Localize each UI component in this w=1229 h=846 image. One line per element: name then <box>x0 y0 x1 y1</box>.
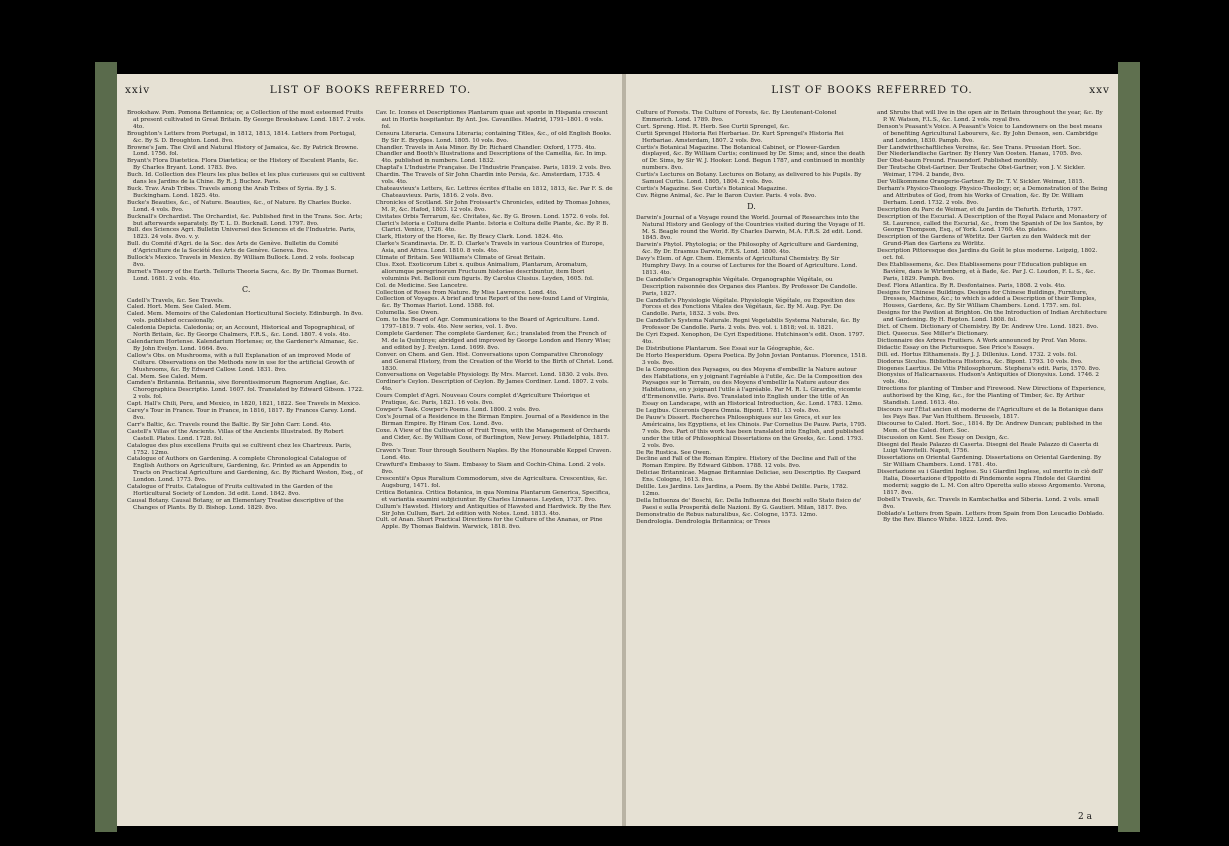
bibliography-entry: Col. de Medicine. See Lancetre. <box>375 282 468 289</box>
bibliography-entry: Darwin's Journal of a Voyage round the World. Journal of Researches into the Natural History and Geology of the Countries visited during the Voyage of H. M. S. Beagle round the World. By Charles Darwin, M.A. F.R.S. 2d edit. Lond. 1845. 8vo. <box>636 214 865 242</box>
bibliography-entry: Bryant's Flora Diætetica. Flora Diætetica; or the History of Esculent Plants, &c. By Charles Bryant. Lond. 1783. 8vo. <box>127 158 359 172</box>
bibliography-entry: Davy's Elem. of Agr. Chem. Elements of Agricultural Chemistry. By Sir Humphry Davy. In a course of Lectures for the Board of Agriculture. Lond. 1813. 4to. <box>636 256 858 276</box>
bibliography-entry: Description du Parc de Weimar, et du Jardin de Tiefurth. Erfurth, 1797. <box>877 206 1083 213</box>
book-cover-left <box>95 62 117 832</box>
running-title: LIST OF BOOKS REFERRED TO. <box>771 84 973 96</box>
bibliography-entry: Camden's Britannia. Britannia, sive florentissimorum Regnorum Angliae, &c. Chorographica Descriptio. Lond. 1607. fol. Translated by Edward Gibson. 1722. 2 vols. fol. <box>127 380 364 401</box>
bibliography-entry: Catalogue of Authors on Gardening. A complete Chronological Catalogue of English Authors on Agriculture, Gardening, &c. Printed as an Appendix to Tracts on Practical Agriculture and Gardening, &c. By Richard Weston, Esq., of London. Lond. 1773. 8vo. <box>127 456 363 484</box>
bibliography-entry: Civitates Orbis Terrarum, &c. Civitates, &c. By G. Brown. Lond. 1572. 6 vols. fol. <box>375 213 610 220</box>
bibliography-entry: and Shrubs that will live in the open air in Britain throughout the year, &c. By P. W. Watson, F.L.S., &c. Lond. 2 vols. royal 8vo. <box>877 110 1103 123</box>
bibliography-entry: Cav. Ic. Icones et Descriptiones Plantarum quae aut sponte in Hispania crescunt aut in Hortis hospitantur. By Ant. Jos. Cavanilles. Madrid, 1791–1801. 6 vols. fol. <box>375 110 608 130</box>
bibliography-entry: Cordiner's Ceylon. Description of Ceylon. By James Cordiner. Lond. 1807. 2 vols. 4to. <box>375 379 609 393</box>
bibliography-entry: Bull. des Sciences Agri. Bulletin Universel des Sciences et de l'Industrie. Paris, 1823. 24 vols. 8vo. v. y. <box>127 227 356 241</box>
bibliography-entry: Capt. Hall's Chili, Peru, and Mexico, in 1820, 1821, 1822. See Travels in Mexico. <box>127 401 361 408</box>
bibliography-entry: Caledonia Depicta. Caledonia; or, an Account, Historical and Topographical, of North Britain, &c. By George Chalmers, F.R.S., &c. Lond. 1807. 4 vols. 4to. <box>127 325 355 339</box>
entry-list <box>376 110 615 531</box>
bibliography-entry: Catalogue of Fruits. Catalogue of Fruits cultivated in the Garden of the Horticultural Society of London. 3d edit. Lond. 1842. 8vo. <box>127 484 333 497</box>
entry-list <box>877 110 1108 524</box>
bibliography-entry: Derham's Physico-Theology. Physico-Theology; or, a Demonstration of the Being and Attributes of God, from his Works of Creation, &c. By Dr. William Derham. Lond. 1732. 2 vols. 8vo. <box>877 185 1108 206</box>
bibliography-entry: Demonstratio de Rebus naturalibus, &c. Cologne, 1573. 12mo. <box>636 511 818 518</box>
bibliography-entry: De Legibus. Ciceronis Opera Omnia. Bipont. 1781. 13 vols. 8vo. <box>636 408 821 415</box>
open-book <box>95 62 1140 832</box>
bibliography-entry: Clarke's Scandinavia. Dr. E. D. Clarke's Travels in various Countries of Europe, Asia, and Africa. Lond. 1810. 8 vols. 4to. <box>375 241 605 255</box>
bibliography-entry: Dissertazione su i Giardini Inglese. Su i Giardini Inglese, sul merito in ciò dell' Italia, Dissertazione d'Ippolito di Pindemonte sopra l'Indole dei Giardini moderni; saggio de L. M. Con altro Operetta sullo stesso Argomento. Verona, 1817. 8vo. <box>877 469 1106 496</box>
bibliography-entry: Der Vollkommene Orangerie-Gartner. By Dr. T. V. Sickler. Weimar, 1815. <box>877 179 1085 186</box>
bibliography-entry: Conver. on Chem. and Gen. Hist. Conversations upon Comparative Chronology and General History, from the Creation of the World to the Birth of Christ. Lond. 1830. <box>375 351 614 372</box>
bibliography-entry: De la Composition des Paysages, ou des Moyens d'embellir la Nature autour des Habitations, en y joignant l'agréable à l'utile, &c. De la Composition des Paysages sur le Terrain, ou des Moyens d'embellir la Nature autour des Habitations, en y joignant l'utile à l'agréable. Par M. R. L. Girardin, vicomte d'Ermenonville. Paris. 8vo. Translated into English under the title of An Essay on Landscape, with an Historical Introduction, &c. Lond. 1783. 12mo. <box>636 366 863 408</box>
left-page <box>117 74 624 826</box>
bibliography-entry: Chaptal's L'Industrie Française. De l'Industrie Française. Paris, 1819. 2 vols. 8vo. <box>375 165 612 172</box>
bibliography-entry: Der Teutsche Obst-Gartner. Der Teutsche Obst-Gartner, von J. V. Sickler. Weimar, 1794. 2 bande, 8vo. <box>877 165 1086 179</box>
bibliography-entry: Bullock's Mexico. Travels in Mexico. By William Bullock. Lond. 2 vols. foolscap 8vo. <box>127 255 355 268</box>
bibliography-entry: Dictionnaire des Arbres Fruitiers. A Work announced by Prof. Van Mons. <box>877 337 1087 344</box>
bibliography-entry: Cowper's Task. Cowper's Poems. Lond. 1800. 2 vols. 8vo. <box>375 406 541 413</box>
bibliography-entry: Clark, History of the Horse, &c. By Bracy Clark. Lond. 1824. 4to. <box>375 234 564 241</box>
bibliography-entry: Description of the Gardens of Wörlitz. Der Garten zu den Waldeck mit der Grund-Plan des Gartens zu Wörlitz. <box>877 234 1091 248</box>
bibliography-entry: Della Influenza de' Boschi, &c. Della Influenza dei Boschi sullo Stato fisico de' Paesi e sulla Prosperità delle Nazioni. By G. Gautieri. Milan, 1817. 8vo. <box>636 497 862 511</box>
entry-list <box>127 298 366 512</box>
bibliography-entry: Bull. du Comité d'Agri. de la Soc. des Arts de Genève. Bulletin du Comité d'Agriculture de la Société des Arts de Genève. Geneva. 8vo. <box>127 241 339 255</box>
bibliography-entry: Curt. Spreng. Hist. R. Herb. See Curtii Sprengel, &c. <box>636 123 790 130</box>
bibliography-entry: Carr's Baltic, &c. Travels round the Baltic. By Sir John Carr. Lond. 4to. <box>127 421 332 428</box>
bibliography-entry: Deliciae Britannicae. Magnae Britanniae Deliciae, seu Descriptio. By Caspard Ens. Cologne, 1613. 8vo. <box>636 470 861 484</box>
bibliography-entry: Curtii Sprengel Historia Rei Herbariae. Dr. Kurt Sprengel's Historia Rei Herbariae. Amsterdam, 1807. 2 vols. 8vo. <box>636 130 844 144</box>
bibliography-entry: Decline and Fall of the Roman Empire. History of the Decline and Fall of the Roman Empire. By Edward Gibbon. 1788. 12 vols. 8vo. <box>636 456 857 470</box>
bibliography-entry: Broughton's Letters from Portugal, in 1812, 1813, 1814. Letters from Portugal, &c. By S. D. Broughton. Lond. 8vo. <box>127 130 356 144</box>
bibliography-entry: Buch. Id. Collection des Fleurs les plus belles et les plus curieuses qui se cultivent dans les Jardins de la Chine. By R. J. Buchoz. Paris. <box>127 172 366 186</box>
bibliography-entry: Chardin. The Travels of Sir John Chardin into Persia, &c. Amsterdam, 1735. 4 vols. 4to. <box>375 172 601 186</box>
bibliography-entry: Cal. Mem. See Caled. Mem. <box>127 373 208 380</box>
bibliography-entry: Desf. Flora Atlantica. By R. Desfontaines. Paris, 1808. 2 vols. 4to. <box>877 282 1066 289</box>
left-column-2 <box>376 110 615 808</box>
bibliography-entry: Disegni del Reale Palazzo di Caserta. Disegni del Reale Palazzo di Caserta di Luigi Vanvitelli. Napoli, 1756. <box>877 441 1099 455</box>
bibliography-entry: Clus. Exot. Exoticorum Libri x. quibus Animalium, Plantarum, Aromatum, aliorumque peregrinorum Fructuum historiae describuntur, item Ibori voluminis Pet. Bellonii cum figuris. By Carolus Clusius. Leyden, 1605. fol. <box>375 261 594 282</box>
bibliography-entry: Cadell's Travels, &c. See Travels. <box>127 297 224 304</box>
bibliography-entry: Cullum's Hawsted. History and Antiquities of Hawsted and Hardwick. By the Rev. Sir John Cullum, Bart. 2d edition with Notes. Lond. 1813. 4to. <box>375 503 612 517</box>
bibliography-entry: Directions for planting of Timber and Firewood. New Directions of Experience, authorised by the King, &c., for the Planting of Timber, &c. By Arthur Standish. Lond. 1613. 4to. <box>877 386 1106 407</box>
bibliography-entry: Discourse to Caled. Hort. Soc., 1814. By Dr. Andrew Duncan; published in the Mem. of the Caled. Hort. Soc. <box>877 420 1103 434</box>
bibliography-entry: De Distributione Plantarum. See Essai sur la Géographie, &c. <box>636 345 815 352</box>
bibliography-entry: De Candolle's Systema Naturale. Regni Vegetabilis Systema Naturale, &c. By Professor De Candolle. Paris. 2 vols. 8vo. vol. i. 1818; vol. ii. 1821. <box>636 318 860 332</box>
bibliography-entry: Conversations on Vegetable Physiology. By Mrs. Marcet. Lond. 1830. 2 vols. 8vo. <box>375 372 609 379</box>
bibliography-entry: Dendrologia. Dendrologia Britannica; or Trees <box>636 518 771 525</box>
bibliography-entry: Chronicles of Scotland. Sir John Froissart's Chronicles, edited by Thomas Johnes, M. P., &c. Hafod, 1803. 12 vols. 8vo. <box>375 199 611 213</box>
page-number: xxv <box>1089 84 1110 96</box>
bibliography-entry: Der Niederlandische Gartner. By Henry Van Oosten. Hanau, 1705. 8vo. <box>877 151 1083 158</box>
bibliography-entry: De Cyri Exped. Xenophon, De Cyri Expeditione. Hutchinson's edit. Oxon. 1797. 4to. <box>636 332 865 345</box>
bibliography-entry: Browne's Jam. The Civil and Natural History of Jamaica, &c. By Patrick Browne. Lond. 1756. fol. <box>127 144 359 158</box>
bibliography-entry: Caled. Hort. Mem. See Caled. Mem. <box>127 304 232 311</box>
entry-list <box>127 110 366 283</box>
bibliography-entry: Dobell's Travels, &c. Travels in Kamtschatka and Siberia. Lond. 2 vols. small 8vo. <box>877 496 1099 510</box>
bibliography-entry: Designs for the Pavilion at Brighton. On the Introduction of Indian Architecture and Gardening. By H. Repton. Lond. 1808. fol. <box>877 310 1107 324</box>
bibliography-entry: Chandler. Travels in Asia Minor. By Dr. Richard Chandler. Oxford, 1775. 4to. <box>375 144 596 151</box>
left-column-1 <box>127 110 366 808</box>
bibliography-entry: Calendarium Hortense. Kalendarium Hortense; or, the Gardener's Almanac, &c. By John Evelyn. Lond. 1664. 8vo. <box>127 339 359 352</box>
bibliography-entry: Didactic Essay on the Picturesque. See Price's Essays. <box>877 344 1035 351</box>
bibliography-entry: Der Landwirthschaftliches Vereins, &c. See Trans. Prussian Hort. Soc. <box>877 144 1081 151</box>
bibliography-entry: Des Etablissemens, &c. Des Etablissemens pour l'Education publique en Bavière, dans le Wirtemberg, et à Bade, &c. Par J. C. Loudon, F. L. S., &c. Paris, 1829. Pamph. 8vo. <box>877 261 1096 282</box>
bibliography-entry: Collection of Voyages. A brief and true Report of the new-found Land of Virginia, &c. By Thomas Hariot. Lond. 1588. fol. <box>375 296 610 310</box>
bibliography-entry: Buck. Trav. Arab Tribes. Travels among the Arab Tribes of Syria. By J. S. Buckingham. Lond. 1825. 4to. <box>127 185 337 199</box>
bibliography-entry: Catalogue des plus excellens Fruits qui se cultivent chez les Chartreux. Paris, 1752. 12mo. <box>127 442 352 456</box>
bibliography-entry: Description of the Escurial. A Description of the Royal Palace and Monastery of St. Laurence, called the Escurial, &c., from the Spanish of De los Santos, by George Thompson, Esq., of York. Lond. 1760. 4to. plates. <box>877 213 1107 234</box>
bibliography-entry: De Candolle's Physiologie Végétale. Physiologie Végétale, ou Exposition des Forces et des Fonctions Vitales des Végétaux, &c. By M. Aug. Pyr. De Candolle. Paris, 1832. 3 vols. 8vo. <box>636 297 855 318</box>
right-column-2 <box>877 110 1108 808</box>
book-cover-right <box>1118 62 1140 832</box>
bibliography-entry: Critica Botanica. Critica Botanica, in qua Nomina Plantarum Generica, Specifica, et variantia examini subjiciuntur. By Charles Linnaeus. Leyden, 1737. 8vo. <box>375 489 611 503</box>
bibliography-entry: Brookshaw. Pom. Pomona Britannica; or, a Collection of the most esteemed Fruits at present cultivated in Great Britain. By George Brookshaw. Lond. 1817. 2 vols. 4to. <box>127 110 366 130</box>
bibliography-entry: Com. to the Board of Agr. Communications to the Board of Agriculture. Lond. 1797–1819. 7 vols. 4to. New series, vol. 1. 8vo. <box>375 317 600 331</box>
bibliography-entry: Bucknall's Orchardist. The Orchardist, &c. Published first in the Trans. Soc. Arts; but afterwards separately. By T. L. D. Bucknall. Lond. 1797. 8vo. <box>127 213 363 227</box>
bibliography-entry: Darwin's Phytol. Phytologia; or the Philosophy of Agriculture and Gardening, &c. By Dr. Erasmus Darwin, F.R.S. Lond. 1800. 4to. <box>636 242 859 256</box>
bibliography-entry: De Re Rustica. See Owen. <box>636 449 712 456</box>
bibliography-entry: De Horto Hesperidum. Opera Poetica. By John Jovian Pontanus. Florence, 1518. 3 vols. 8vo. <box>636 352 867 366</box>
bibliography-entry: Dict. Queecus. See Miller's Dictionary. <box>877 331 989 337</box>
bibliography-entry: Dissertations on Oriental Gardening. Dissertations on Oriental Gardening. By Sir William Chambers. Lond. 1781. 4to. <box>877 455 1102 469</box>
bibliography-entry: Cuv. Règne Animal, &c. Par le Baron Cuvier. Paris. 4 vols. 8vo. <box>636 192 817 199</box>
bibliography-entry: Doblado's Letters from Spain. Letters from Spain from Don Leucadio Doblado. By the Rev. Blanco White. 1822. Lond. 8vo. <box>877 510 1104 524</box>
bibliography-entry: Diogenes Laertius. De Vitis Philosophorum. Stephens's edit. Paris, 1570. 8vo. <box>877 365 1101 372</box>
right-page <box>626 74 1118 826</box>
bibliography-entry: Cox's Journal of a Residence in the Birman Empire. Journal of a Residence in the Birman Empire. By Hiram Cox. Lond. 8vo. <box>375 413 609 427</box>
running-title: LIST OF BOOKS REFERRED TO. <box>269 84 472 96</box>
bibliography-entry: Description Pittoresque des Jardins du Goût le plus moderne. Leipzig, 1802. oct. fol. <box>877 248 1098 262</box>
bibliography-entry: Clarici's Istoria e Coltura delle Piante. Istoria e Coltura delle Piante, &c. By P. B. Clarici. Venice, 1726. 4to. <box>375 220 609 234</box>
bibliography-entry: Delille. Les Jardins. Les Jardins, a Poem. By the Abbé Delille. Paris, 1782. 12mo. <box>636 484 848 497</box>
bibliography-entry: Collection of Roses from Nature. By Miss Lawrence. Lond. 4to. <box>375 289 558 296</box>
bibliography-entry: Bucke's Beauties, &c., of Nature. Beauties, &c., of Nature. By Charles Bucke. Lond. 4 vols. 8vo. <box>127 199 352 213</box>
bibliography-entry: Cours Complet d'Agri. Nouveau Cours complet d'Agriculture Théorique et Pratique, &c. Paris, 1821. 16 vols. 8vo. <box>375 393 590 407</box>
bibliography-entry: Dionysius of Halicarnassus. Hudson's Antiquities of Dionysius. Lond. 1746. 2 vols. 4to. <box>877 372 1100 386</box>
right-column-1 <box>636 110 867 808</box>
section-heading-c: C. <box>242 284 251 294</box>
bibliography-entry: Designs for Chinese Buildings. Designs for Chinese Buildings, Furniture, Dresses, Machines, &c.; to which is added a Description of their Temples, Houses, Gardens, &c. By Sir William Chambers. Lond. 1757. sm. fol. <box>877 289 1097 310</box>
signature-mark: 2 a <box>1078 812 1092 822</box>
bibliography-entry: Cult. of Anan. Short Practical Directions for the Culture of the Ananas, or Pine Apple. By Thomas Baldwin. Warwick, 1818. 8vo. <box>375 517 603 531</box>
bibliography-entry: Curtis's Magazine. See Curtis's Botanical Magazine. <box>636 185 788 192</box>
right-page-header <box>626 84 1118 102</box>
bibliography-entry: Der Obst-baum Freund. Frauendorf. Published monthly. <box>877 158 1039 165</box>
bibliography-entry: De Candolle's Organographie Végétale. Organographie Végétale, ou Description raisonnée des Organes des Plantes. By Professor De Candolle. Paris, 1827. <box>636 276 858 297</box>
bibliography-entry: Climate of Britain. See Williams's Climate of Great Britain. <box>375 255 546 262</box>
entry-list <box>636 215 867 526</box>
entry-list <box>636 110 867 200</box>
bibliography-entry: Crescentii's Opus Ruralium Commodorum, sive de Agricultura. Crescentius, &c. Augsburg, 1471. fol. <box>375 476 608 489</box>
section-heading-d: D. <box>747 201 756 211</box>
bibliography-entry: Censura Literaria. Censura Literaria; containing Titles, &c., of old English Books. By Sir E. Brydges. Lond. 1805. 10 vols. 8vo. <box>375 130 612 144</box>
bibliography-entry: Diodorus Siculus. Bibliotheca Historica, &c. Bipont. 1793. 10 vols. 8vo. <box>877 358 1083 365</box>
bibliography-entry: Craven's Tour. Tour through Southern Naples. By the Honourable Keppel Craven. Lond. 4to. <box>375 448 612 462</box>
bibliography-entry: Denson's Peasant's Voice. A Peasant's Voice to Landowners on the best means of benefiting Agricultural Labourers, &c. By John Denson, sen. Cambridge and London, 1830. Pamph. 8vo. <box>877 123 1103 144</box>
bibliography-entry: Complete Gardener. The complete Gardener, &c.; translated from the French of M. de la Quintinye; abridged and improved by George London and Henry Wise; and edited by J. Evelyn. Lond. 1699. 8vo. <box>375 331 611 351</box>
bibliography-entry: Dill. ed. Hortus Elthamensis. By J. J. Dillenius. Lond. 1732. 2 vols. fol. <box>877 351 1077 358</box>
page-number: xxiv <box>125 84 151 96</box>
bibliography-entry: De Pauw's Dissert. Recherches Philosophiques sur les Grecs, et sur les Américains, les Egyptiens, et les Chinois. Par Cornelius De Pauw. Paris, 1795. 7 vols. 8vo. Part of this work has been translated into English, and published under the title of Philosophical Dissertations on the Greeks, &c. Lond. 1793. 2 vols. 8vo. <box>636 414 867 449</box>
bibliography-entry: Caled. Mem. Memoirs of the Caledonian Horticultural Society. Edinburgh. In 8vo. vols. published occasionally. <box>127 311 363 325</box>
left-page-header <box>117 84 624 102</box>
bibliography-entry: Causal Botany. Causal Botany, or an Elementary Treatise descriptive of the Changes of Plants. By D. Bishop. Lond. 1829. 8vo. <box>127 497 344 511</box>
bibliography-entry: Callow's Obs. on Mushrooms, with a full Explanation of an improved Mode of Culture. Observations on the Methods now in use for the artificial Growth of Mushrooms, &c. By Edward Callow. Lond. 1831. 8vo. <box>127 352 355 373</box>
bibliography-entry: Columella. See Owen. <box>375 310 439 317</box>
bibliography-entry: Burnet's Theory of the Earth. Telluris Theoria Sacra, &c. By Dr. Thomas Burnet. Lond. 1681. 2 vols. 4to. <box>127 268 359 282</box>
bibliography-entry: Crawfurd's Embassy to Siam. Embassy to Siam and Cochin-China. Lond. 2 vols. 8vo. <box>375 462 606 476</box>
bibliography-entry: Discussion on Kent. See Essay on Design, &c. <box>877 434 1009 441</box>
bibliography-entry: Dict. of Chem. Dictionary of Chemistry. By Dr. Andrew Ure. Lond. 1821. 8vo. <box>877 324 1099 331</box>
bibliography-entry: Discours sur l'État ancien et moderne de l'Agriculture et de la Botanique dans les Pays Bas. Par Van Hulthem. Brussels, 1817. <box>877 406 1104 420</box>
bibliography-entry: Curtis's Lectures on Botany. Lectures on Botany, as delivered to his Pupils. By Samuel Curtis. Lond. 1805, 1804. 2 vols. 8vo. <box>636 172 862 186</box>
bibliography-entry: Castell's Villas of the Ancients. Villas of the Ancients Illustrated. By Robert Castell. Plates. Lond. 1728. fol. <box>127 428 344 442</box>
bibliography-entry: Curtis's Botanical Magazine. The Botanical Cabinet, or Flower-Garden displayed, &c. By William Curtis; continued by Dr. Sims; and, since the death of Dr. Sims, by Sir W. J. Hooker. Lond. Begun 1787, and continued in monthly numbers. 8vo. <box>636 144 865 172</box>
bibliography-entry: Chateauvieux's Letters, &c. Lettres écrites d'Italie en 1812, 1813, &c. Par F. S. de Chateauvieux. Paris, 1816. 2 vols. 8vo. <box>375 185 613 199</box>
bibliography-entry: Chandler and Booth's Illustrations and Descriptions of the Camellia, &c. In imp. 4to. published in numbers. Lond. 1832. <box>375 151 607 165</box>
bibliography-entry: Carey's Tour in France. Tour in France, in 1816, 1817. By Frances Carey. Lond. 8vo. <box>127 408 357 421</box>
bibliography-entry: Coxe. A View of the Cultivation of Fruit Trees, with the Management of Orchards and Cider, &c. By William Coxe, of Burlington, New Jersey. Philadelphia, 1817. 8vo. <box>375 427 611 448</box>
bibliography-entry: Culture of Forests. The Culture of Forests, &c. By Lieutenant-Colonel Emmerich. Lond. 1789. 8vo. <box>636 110 837 123</box>
